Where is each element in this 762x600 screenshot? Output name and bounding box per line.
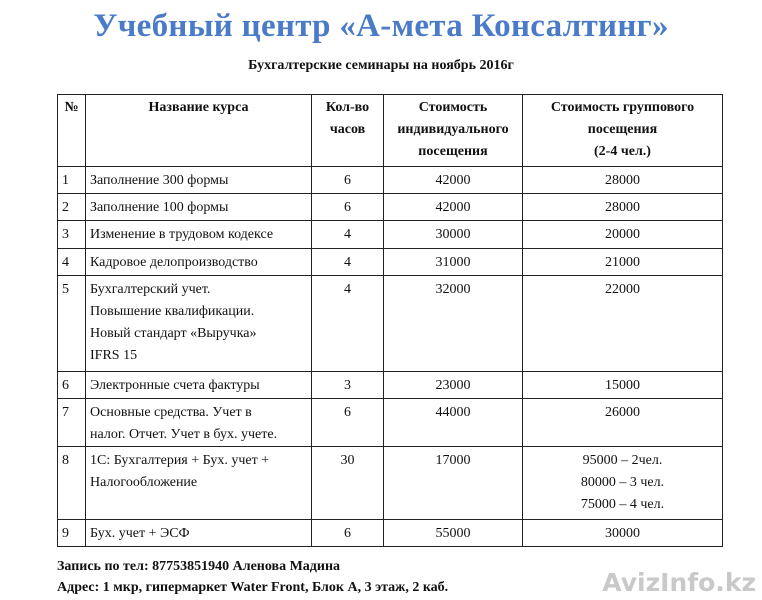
hours: 6 [312, 194, 384, 221]
group-price-line: 75000 – 4 чел. [580, 497, 665, 512]
table-row [58, 447, 723, 520]
individual-price: 44000 [384, 399, 523, 447]
table-row [58, 167, 723, 194]
course-name-line: Изменение в трудовом кодексе [90, 227, 274, 242]
course-name-line: Новый стандарт «Выручка» [90, 326, 257, 341]
individual-price: 42000 [384, 167, 523, 194]
group-price-line: 30000 [605, 526, 640, 541]
group-price [523, 249, 723, 276]
group-price [523, 520, 723, 547]
table-row [58, 520, 723, 547]
course-name [86, 249, 312, 276]
group-price-line: 80000 – 3 чел. [580, 475, 665, 490]
individual-price: 17000 [384, 447, 523, 520]
course-name-line: Электронные счета фактуры [90, 378, 260, 393]
row-number: 8 [58, 447, 86, 520]
course-name-line: Заполнение 100 формы [90, 200, 229, 215]
table-row [58, 276, 723, 372]
header-individual-price-line: посещения [418, 144, 488, 159]
table-row [58, 194, 723, 221]
individual-price: 31000 [384, 249, 523, 276]
hours: 3 [312, 372, 384, 399]
course-name [86, 194, 312, 221]
group-price [523, 399, 723, 447]
hours: 4 [312, 276, 384, 372]
header-group-price-line: Стоимость группового [550, 100, 695, 115]
course-name-line: Повышение квалификации. [90, 304, 255, 319]
course-name-line: 1С: Бухгалтерия + Бух. учет + [90, 453, 270, 468]
course-name-line: Заполнение 300 формы [90, 173, 229, 188]
table-row [58, 399, 723, 447]
group-price-line: 20000 [605, 227, 640, 242]
row-number: 5 [58, 276, 86, 372]
group-price-line: 21000 [605, 255, 640, 270]
phone-line: Запись по тел: 87753851940 Аленова Мадина [57, 559, 341, 574]
header-group-price-line: (2-4 чел.) [594, 144, 651, 159]
header-hours-line: Кол-во [325, 100, 370, 115]
group-price-line: 26000 [605, 405, 640, 420]
header-hours-line: часов [329, 122, 366, 137]
header-course-name-line: Название курса [148, 100, 249, 115]
course-name [86, 276, 312, 372]
individual-price: 42000 [384, 194, 523, 221]
row-number: 7 [58, 399, 86, 447]
table-row [58, 221, 723, 249]
group-price [523, 372, 723, 399]
course-name-line: IFRS 15 [90, 348, 138, 363]
contact-info [57, 556, 448, 598]
course-name [86, 167, 312, 194]
table-row [58, 372, 723, 399]
individual-price: 30000 [384, 221, 523, 249]
course-name-line: Бух. учет + ЭСФ [90, 526, 190, 541]
row-number: 2 [58, 194, 86, 221]
hours: 6 [312, 399, 384, 447]
individual-price: 55000 [384, 520, 523, 547]
hours: 4 [312, 221, 384, 249]
seminar-table [57, 94, 723, 547]
group-price-line: 95000 – 2чел. [582, 453, 663, 468]
header-number [58, 95, 86, 167]
header-group-price [523, 95, 723, 167]
group-price [523, 447, 723, 520]
page-title: Учебный центр «А-мета Консалтинг» [93, 8, 669, 44]
row-number: 1 [58, 167, 86, 194]
group-price [523, 194, 723, 221]
course-name [86, 399, 312, 447]
row-number: 3 [58, 221, 86, 249]
watermark-logo: AvizInfo.kz [602, 568, 756, 597]
group-price [523, 221, 723, 249]
header-individual-price-line: индивидуального [397, 122, 509, 137]
course-name-line: Кадровое делопроизводство [90, 255, 258, 270]
address-line: Адрес: 1 мкр, гипермаркет Water Front, Блок А, 3 этаж, 2 каб. [57, 580, 449, 595]
course-name-line: Бухгалтерский учет. [90, 282, 211, 297]
group-price [523, 167, 723, 194]
individual-price: 32000 [384, 276, 523, 372]
group-price [523, 276, 723, 372]
course-name [86, 447, 312, 520]
group-price-line: 28000 [605, 200, 640, 215]
course-name [86, 520, 312, 547]
hours: 6 [312, 167, 384, 194]
group-price-line: 28000 [605, 173, 640, 188]
group-price-line: 22000 [605, 282, 640, 297]
group-price-line: 15000 [605, 378, 640, 393]
course-name-line: Основные средства. Учет в [90, 405, 252, 420]
header-number-line: № [64, 100, 79, 115]
header-group-price-line: посещения [587, 122, 658, 137]
header-course-name [86, 95, 312, 167]
row-number: 6 [58, 372, 86, 399]
individual-price: 23000 [384, 372, 523, 399]
header-individual-price-line: Стоимость [418, 100, 488, 115]
course-name-line: налог. Отчет. Учет в бух. учете. [90, 427, 278, 442]
hours: 6 [312, 520, 384, 547]
page-subtitle: Бухгалтерские семинары на ноябрь 2016г [248, 58, 514, 73]
header-individual-price [384, 95, 523, 167]
course-name [86, 221, 312, 249]
course-name [86, 372, 312, 399]
course-name-line: Налогообложение [90, 475, 198, 490]
hours: 4 [312, 249, 384, 276]
row-number: 4 [58, 249, 86, 276]
row-number: 9 [58, 520, 86, 547]
table-row [58, 249, 723, 276]
table-header-row [58, 95, 723, 167]
hours: 30 [312, 447, 384, 520]
header-hours [312, 95, 384, 167]
